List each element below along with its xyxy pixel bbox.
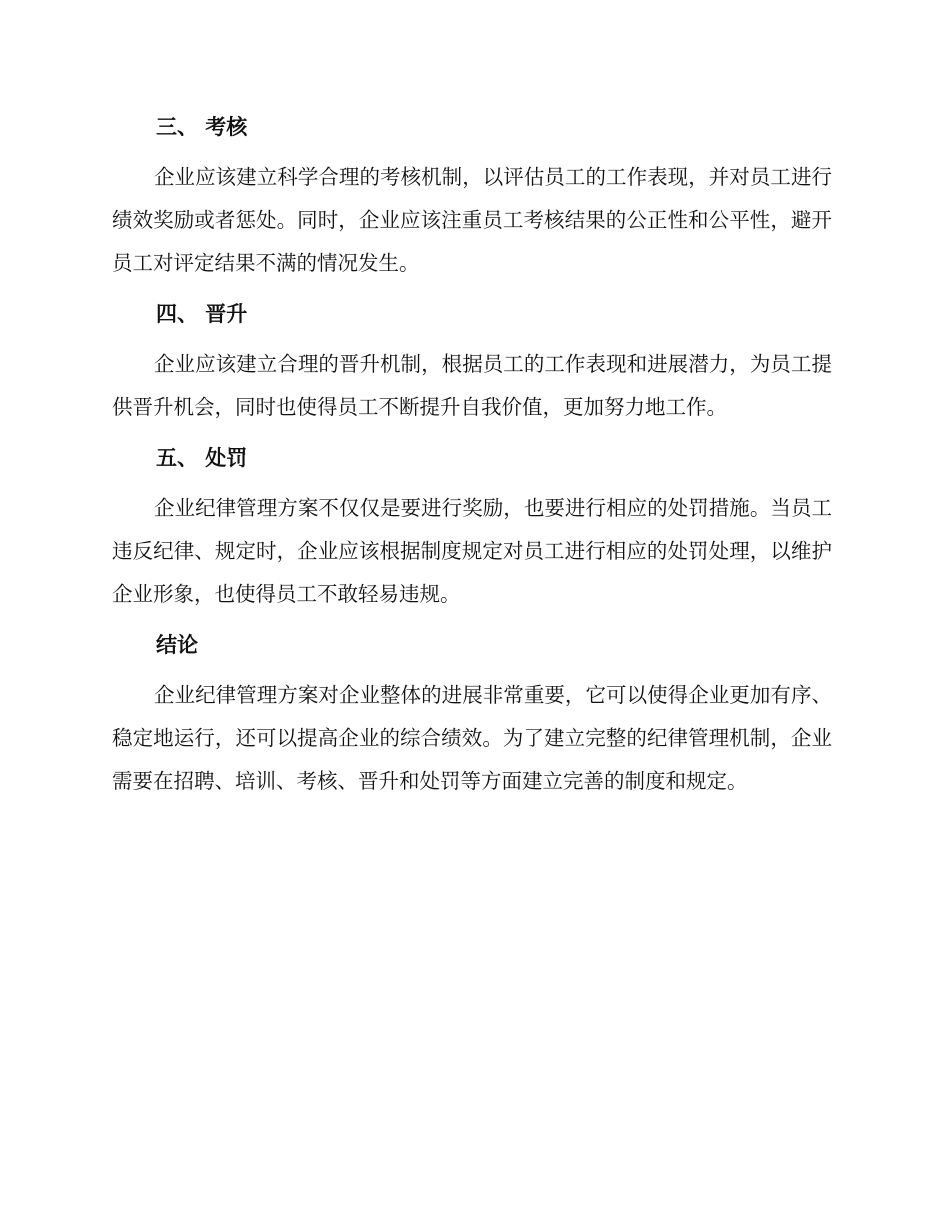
- section-paragraph: 企业应该建立科学合理的考核机制，以评估员工的工作表现，并对员工进行绩效奖励或者惩处。同时，企业应该注重员工考核结果的公正性和公平性，避开员工对评定结果不满的情况发生。: [112, 165, 832, 275]
- section-heading: 四、 晋升: [156, 302, 248, 326]
- section-paragraph: 企业纪律管理方案对企业整体的进展非常重要，它可以使得企业更加有序、稳定地运行，还可以提高企业的综合绩效。为了建立完整的纪律管理机制，企业需要在招聘、培训、考核、晋升和处罚等方面建立完善的制度和规定。: [112, 683, 832, 793]
- section-punishment: [112, 441, 832, 616]
- section-heading: 结论: [156, 633, 198, 657]
- section-heading: 五、 处罚: [156, 446, 248, 470]
- section-heading: 三、 考核: [156, 115, 248, 139]
- section-assessment: [112, 110, 832, 285]
- section-paragraph: 企业纪律管理方案不仅仅是要进行奖励，也要进行相应的处罚措施。当员工违反纪律、规定时，企业应该根据制度规定对员工进行相应的处罚处理，以维护企业形象，也使得员工不敢轻易违规。: [112, 496, 832, 606]
- document-body: [112, 110, 832, 815]
- section-conclusion: [112, 628, 832, 803]
- section-promotion: [112, 297, 832, 429]
- section-paragraph: 企业应该建立合理的晋升机制，根据员工的工作表现和进展潜力，为员工提供晋升机会，同时也使得员工不断提升自我价值，更加努力地工作。: [112, 352, 832, 419]
